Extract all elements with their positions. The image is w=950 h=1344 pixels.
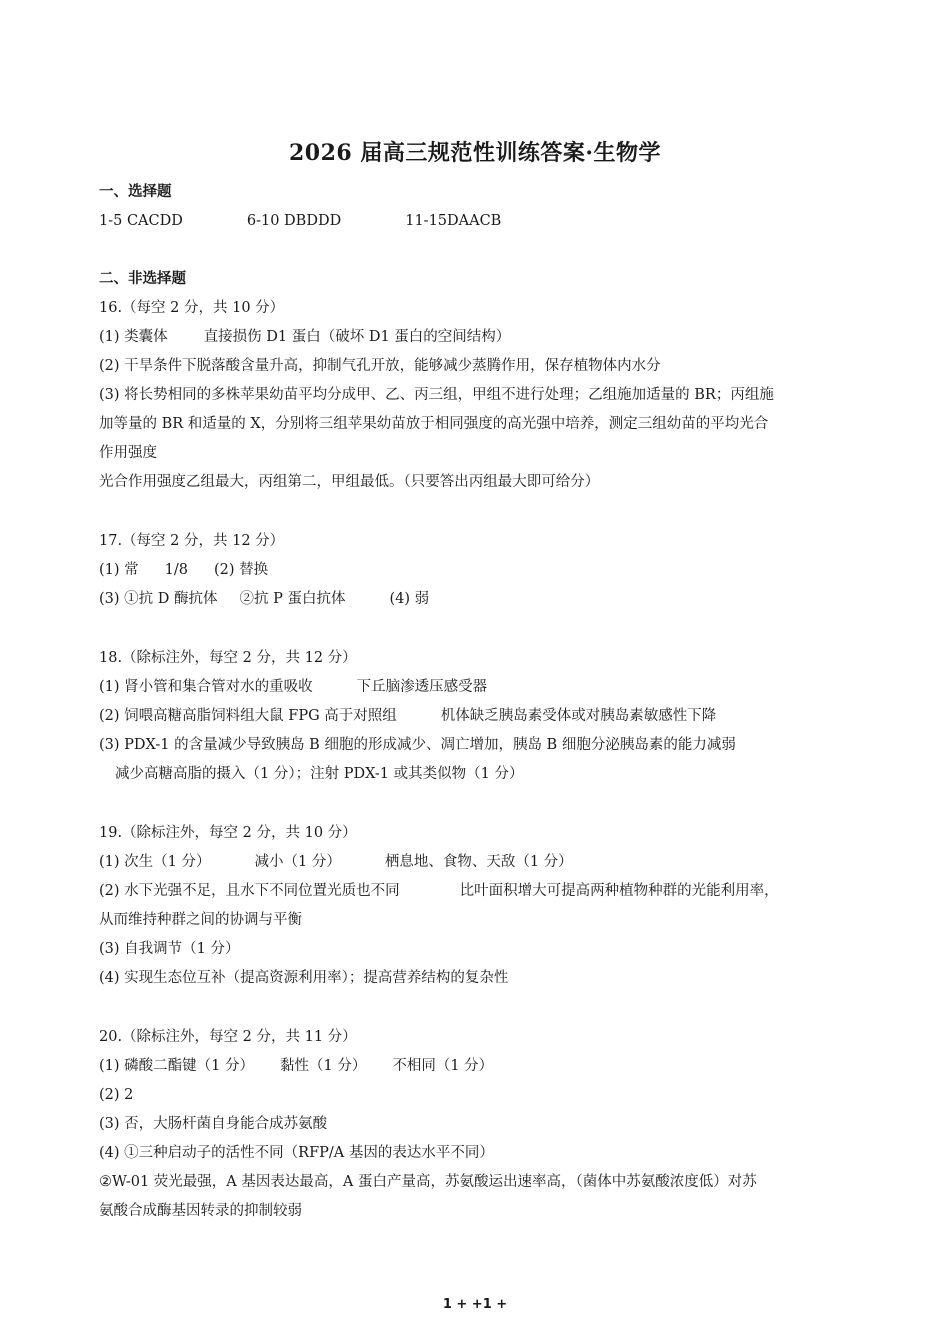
q18-1b: 下丘脑渗透压感受器 bbox=[356, 679, 488, 695]
q19-answer-1 bbox=[99, 852, 573, 872]
section-heading-nonchoice: 二、非选择题 bbox=[99, 270, 186, 287]
q19-2b: 比叶面积增大可提高两种植物种群的光能利用率， bbox=[459, 883, 779, 899]
answers-1-5: 1-5 CACDD bbox=[99, 213, 183, 229]
q16-header: 16.（每空 2 分，共 10 分） bbox=[99, 300, 285, 316]
q19-answer-2-cont: 从而维持种群之间的协调与平衡 bbox=[99, 912, 302, 928]
q16-answer-4: 光合作用强度乙组最大，丙组第二，甲组最低。（只要答出丙组最大即可给分） bbox=[99, 474, 600, 490]
q17-answer-1 bbox=[99, 560, 268, 580]
page-footer: 1 + +1 + bbox=[442, 1297, 508, 1312]
q19-answer-2 bbox=[99, 881, 779, 901]
q18-2a: (2) 饲喂高糖高脂饲料组大鼠 FPG 高于对照组 bbox=[99, 708, 397, 724]
q17-2a: (3) ①抗 D 酶抗体 bbox=[99, 591, 218, 607]
q20-1b: 黏性（1 分） bbox=[279, 1058, 367, 1074]
section-heading-choice: 一、选择题 bbox=[99, 183, 172, 200]
answers-11-15: 11-15DAACB bbox=[405, 213, 502, 229]
q19-1a: (1) 次生（1 分） bbox=[99, 854, 211, 870]
q19-answer-3: (3) 自我调节（1 分） bbox=[99, 941, 240, 957]
choice-answers bbox=[99, 211, 501, 231]
q17-2c: (4) 弱 bbox=[389, 591, 430, 607]
q19-1c: 栖息地、食物、天敌（1 分） bbox=[384, 854, 573, 870]
q20-answer-1 bbox=[99, 1056, 493, 1076]
q20-1a: (1) 磷酸二酯键（1 分） bbox=[99, 1058, 254, 1074]
q20-answer-4: (4) ①三种启动子的活性不同（RFP/A 基因的表达水平不同） bbox=[99, 1145, 494, 1161]
q18-answer-4: 减少高糖高脂的摄入（1 分）；注射 PDX-1 或其类似物（1 分） bbox=[115, 766, 524, 782]
q18-answer-3: (3) PDX-1 的含量减少导致胰岛 B 细胞的形成减少、凋亡增加，胰岛 B 细胞分泌胰岛素的能力减弱 bbox=[99, 737, 736, 753]
q19-header: 19.（除标注外，每空 2 分，共 10 分） bbox=[99, 825, 357, 841]
page-title: 2026 届高三规范性训练答案·生物学 bbox=[288, 140, 662, 166]
q20-1c: 不相同（1 分） bbox=[392, 1058, 494, 1074]
q19-answer-4: (4) 实现生态位互补（提高资源利用率）；提高营养结构的复杂性 bbox=[99, 970, 509, 986]
q18-answer-2 bbox=[99, 706, 716, 726]
q18-header: 18.（除标注外，每空 2 分，共 12 分） bbox=[99, 650, 357, 666]
q17-2b: ②抗 P 蛋白抗体 bbox=[239, 591, 346, 607]
q20-answer-5b: 氨酸合成酶基因转录的抑制较弱 bbox=[99, 1203, 302, 1219]
q16-answer-2: (2) 干旱条件下脱落酸含量升高，抑制气孔开放，能够减少蒸腾作用，保存植物体内水分 bbox=[99, 358, 661, 374]
q16-answer-3a: (3) 将长势相同的多株苹果幼苗平均分成甲、乙、丙三组，甲组不进行处理；乙组施加适量的 BR；丙组施 bbox=[99, 387, 774, 403]
q18-answer-1 bbox=[99, 677, 487, 697]
answers-6-10: 6-10 DBDDD bbox=[246, 213, 342, 229]
q16-1a: (1) 类囊体 bbox=[99, 329, 168, 345]
q19-2a: (2) 水下光强不足，且水下不同位置光质也不同 bbox=[99, 883, 400, 899]
q20-answer-3: (3) 否，大肠杆菌自身能合成苏氨酸 bbox=[99, 1116, 328, 1132]
q17-1a: (1) 常 bbox=[99, 562, 139, 578]
q20-answer-5a: ②W-01 荧光最强，A 基因表达最高，A 蛋白产量高，苏氨酸运出速率高，（菌体中苏氨酸浓度低）对苏 bbox=[99, 1174, 757, 1190]
q17-answer-2 bbox=[99, 589, 429, 609]
q16-1b: 直接损伤 D1 蛋白（破坏 D1 蛋白的空间结构） bbox=[203, 329, 511, 345]
q16-answer-1 bbox=[99, 327, 510, 347]
q16-answer-3b: 加等量的 BR 和适量的 X，分别将三组苹果幼苗放于相同强度的高光强中培养，测定三组幼苗的平均光合 bbox=[99, 416, 769, 432]
q18-1a: (1) 肾小管和集合管对水的重吸收 bbox=[99, 679, 313, 695]
q19-1b: 减小（1 分） bbox=[254, 854, 341, 870]
q17-1b: 1/8 bbox=[164, 562, 188, 578]
q16-answer-3c: 作用强度 bbox=[99, 445, 157, 461]
q20-answer-2: (2) 2 bbox=[99, 1087, 134, 1103]
q18-2b: 机体缺乏胰岛素受体或对胰岛素敏感性下降 bbox=[440, 708, 717, 724]
q17-1c: (2) 替换 bbox=[214, 562, 269, 578]
q17-header: 17.（每空 2 分，共 12 分） bbox=[99, 533, 285, 549]
q20-header: 20.（除标注外，每空 2 分，共 11 分） bbox=[99, 1029, 357, 1045]
